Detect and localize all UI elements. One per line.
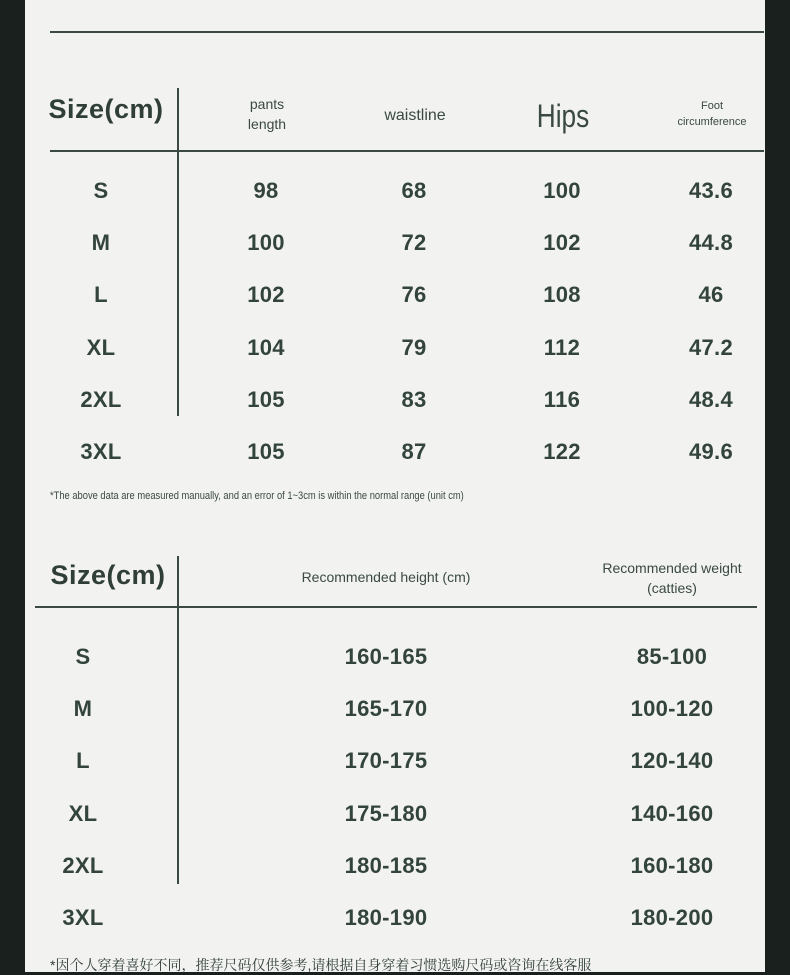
table2-weight-cell: 100-120 (630, 696, 714, 722)
table1-waistline-cell: 76 (401, 282, 427, 308)
table1-foot-cell: 44.8 (688, 230, 734, 256)
header-waistline: waistline (384, 107, 446, 124)
table2-weight-cell: 160-180 (630, 852, 714, 878)
header-foot-circumference: Foot circumference (677, 100, 747, 128)
table2-size-cell: L (76, 748, 90, 774)
table1-foot-cell: 49.6 (688, 439, 734, 464)
header-recommended-weight: Recommended weight (catties) (602, 560, 742, 596)
table2-height-cell: 175-180 (344, 800, 428, 826)
table2-size-cell: S (75, 644, 91, 669)
table2-weight-cell: 140-160 (630, 800, 714, 826)
table1-hips-cell: 122 (543, 439, 581, 464)
table2-weight-cell: 180-200 (630, 905, 714, 930)
table1-hips-cell: 108 (543, 282, 581, 308)
table1-pants_length-cell: 105 (247, 386, 285, 412)
table1-column-divider (177, 88, 179, 416)
table2-size-cell: 3XL (62, 905, 104, 930)
table1-title: Size(cm) (48, 94, 164, 124)
table1-hips-cell: 100 (543, 178, 581, 203)
table1-pants_length-cell: 104 (247, 334, 285, 360)
table2-height-cell: 160-165 (344, 644, 428, 669)
table1-foot-cell: 46 (698, 282, 724, 308)
table1-size-cell: L (94, 282, 108, 308)
table1-footnote: *The above data are measured manually, and an error of 1~3cm is within the normal range (unit cm) (50, 490, 464, 502)
table1-size-cell: XL (86, 334, 116, 360)
table2-height-cell: 165-170 (344, 696, 428, 722)
table2-height-cell: 180-190 (344, 905, 428, 930)
table1-size-cell: 2XL (80, 386, 122, 412)
table1-waistline-cell: 72 (401, 230, 427, 256)
table2-footnote: *因个人穿着喜好不同，推荐尺码仅供参考,请根据自身穿着习惯选购尺码或咨询在线客服 (50, 957, 592, 973)
table1-pants_length-cell: 102 (247, 282, 285, 308)
table2-size-cell: XL (68, 800, 98, 826)
table2-size-cell: M (73, 696, 93, 722)
table1-pants_length-cell: 100 (247, 230, 285, 256)
table1-hips-cell: 102 (543, 230, 581, 256)
table1-foot-cell: 47.2 (688, 334, 734, 360)
table1-size-cell: M (91, 230, 111, 256)
header-pants-length: pants length (247, 96, 287, 132)
table1-waistline-cell: 79 (401, 334, 427, 360)
table1-waistline-cell: 83 (401, 386, 427, 412)
table2-height-cell: 170-175 (344, 748, 428, 774)
table1-header-rule (50, 150, 764, 152)
table2-size-cell: 2XL (62, 852, 104, 878)
table1-foot-cell: 43.6 (688, 178, 734, 203)
table1-hips-cell: 116 (543, 386, 581, 412)
table1-waistline-cell: 87 (401, 439, 427, 464)
size-chart-sheet (25, 0, 765, 972)
table1-size-cell: 3XL (80, 439, 122, 464)
table1-size-cell: S (93, 178, 109, 203)
table1-pants_length-cell: 98 (253, 178, 279, 203)
table2-header-rule (35, 606, 757, 608)
table1-hips-cell: 112 (543, 334, 581, 360)
table2-weight-cell: 120-140 (630, 748, 714, 774)
table1-foot-cell: 48.4 (688, 386, 734, 412)
header-recommended-height: Recommended height (cm) (301, 569, 471, 585)
table2-title: Size(cm) (50, 560, 166, 590)
header-hips: Hips (536, 98, 590, 134)
table2-height-cell: 180-185 (344, 852, 428, 878)
table1-pants_length-cell: 105 (247, 439, 285, 464)
top-rule (50, 31, 764, 33)
table2-weight-cell: 85-100 (636, 644, 708, 669)
table1-waistline-cell: 68 (401, 178, 427, 203)
